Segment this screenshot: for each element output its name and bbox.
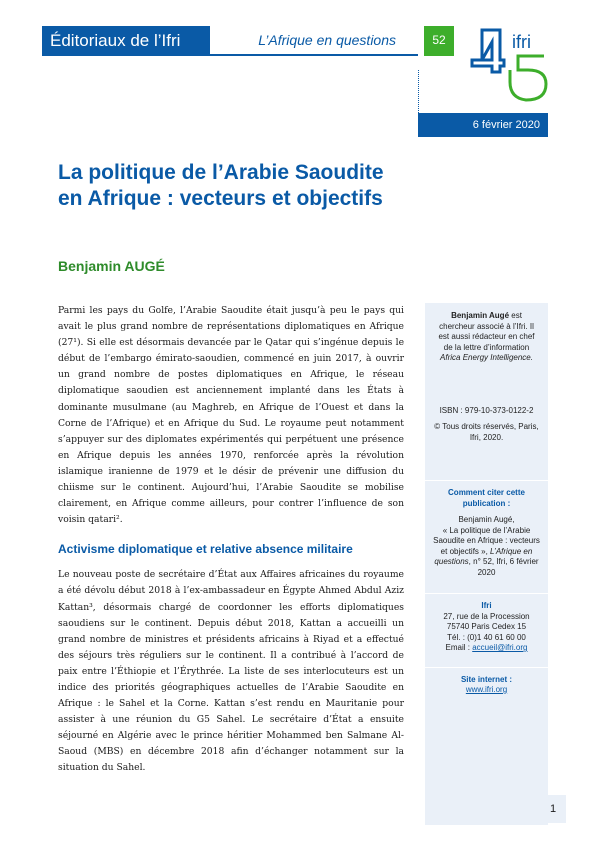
publication-date: 6 février 2020 [418, 113, 548, 137]
citation-rest: , n° 52, Ifri, 6 février 2020 [468, 557, 539, 577]
email-line [433, 643, 540, 654]
citation-title [433, 526, 540, 579]
citation-series: L’Afrique en questions [434, 546, 533, 566]
org-name: Ifri [481, 601, 492, 610]
article-title: La politique de l’Arabie Saoudite en Afrique : vecteurs et objectifs [58, 161, 384, 210]
series-title: Éditoriaux de l’Ifri [42, 26, 210, 56]
website-link[interactable]: www.ifri.org [465, 685, 508, 694]
issue-number-badge: 52 [424, 26, 454, 56]
citation-author: Benjamin Augé, [458, 515, 515, 524]
author-bio-block [425, 303, 548, 371]
ifri-45-logo [470, 26, 570, 106]
contact-block [425, 593, 548, 661]
email-link[interactable]: accueil@ifri.org [472, 643, 528, 652]
newsletter-name: Africa Energy Intelligence. [440, 353, 533, 362]
article-author: Benjamin AUGÉ [58, 258, 165, 274]
header-divider [418, 70, 419, 113]
paragraph-section: Le nouveau poste de secrétaire d’État aux Affaires africaines du royaume a été dévolu début 2018 à l’ex-ambassadeur en Égypte Ahmed Abdul Aziz Kattan³, désormais chargé de coordonner les efforts diplomatiques saoudiens sur le continent. Depuis début 2018, Kattan a accueilli un grand nombre de ministres et présidents africains à Riyad et a effectué des séjours très réguliers sur le continent. Il a contribué à l’accord de paix entre l’Éthiopie et l’Érythrée. La liste de ses interlocuteurs est un indice des priorités géographiques actuelles de l’Arabie Saoudite en Afrique : le Sahel et la Corne. Kattan s’est rendu en Mauritanie pour assister à une réunion du G5 Sahel. Le secrétaire d’État a ensuite séjourné en Algérie avec le prince héritier Mohammed ben Salmane Al-Saoud (MBS) en décembre 2018 afin d’échanger notamment sur la situation du Sahel. [58, 569, 404, 774]
website-block [425, 667, 548, 703]
sidebar [425, 303, 548, 825]
citation-block [425, 480, 548, 585]
author-bio: est chercheur associé à l’Ifri. Il est aussi rédacteur en chef de la lettre d’information [438, 311, 535, 352]
email-label: Email : [445, 643, 470, 652]
citation-title-text: « La politique de l’Arabie Saoudite en Afrique : vecteurs et objectifs », [433, 525, 540, 556]
citation-heading: Comment citer cette publication : [448, 488, 525, 508]
logo-text: ifri [512, 32, 531, 52]
address-line-2: 75740 Paris Cedex 15 [446, 622, 527, 631]
address-line-1: 27, rue de la Procession [443, 611, 530, 621]
page-number: 1 [540, 795, 566, 823]
copyright: © Tous droits réservés, Paris, Ifri, 2020. [434, 422, 539, 442]
article-body [58, 303, 404, 777]
isbn: ISBN : 979-10-373-0122-2 [439, 405, 534, 415]
paragraph-intro: Parmi les pays du Golfe, l’Arabie Saoudite était jusqu’à peu le pays qui avait le plus grand nombre de représentations diplomatiques en Afrique (27¹). Si elle est désormais devancée par le Qatar qui s’ingénue depuis le début de l’embargo émirato-saoudien, commencé en juin 2017, à ouvrir un grand nombre de postes diplomatiques en Afrique, le réseau diplomatique saoudien est anciennement implanté dans les États à dominante musulmane (au Maghreb, en Afrique de l’Ouest et dans la Corne de l’Afrique) et en Afrique du Sud. Le royaume peut notamment s’appuyer sur des diplomates expérimentés qui perpétuent une présence en Afrique depuis les années 1970, renforcée après la révolution islamique iranienne de 1979 et le désir de prévenir une diffusion du chiisme sur le continent. Aujourd’hui, l’Arabie Saoudite se mobilise clairement, en Afrique comme ailleurs, pour contrer l’influence de son voisin qatari². [58, 305, 404, 526]
author-name: Benjamin Augé [451, 311, 510, 320]
sub-series-title: L’Afrique en questions [210, 26, 418, 56]
website-heading: Site internet : [460, 674, 513, 684]
isbn-block [425, 399, 548, 451]
section-heading: Activisme diplomatique et relative absence militaire [58, 542, 353, 557]
phone: Tél. : (0)1 40 61 60 00 [447, 632, 526, 642]
